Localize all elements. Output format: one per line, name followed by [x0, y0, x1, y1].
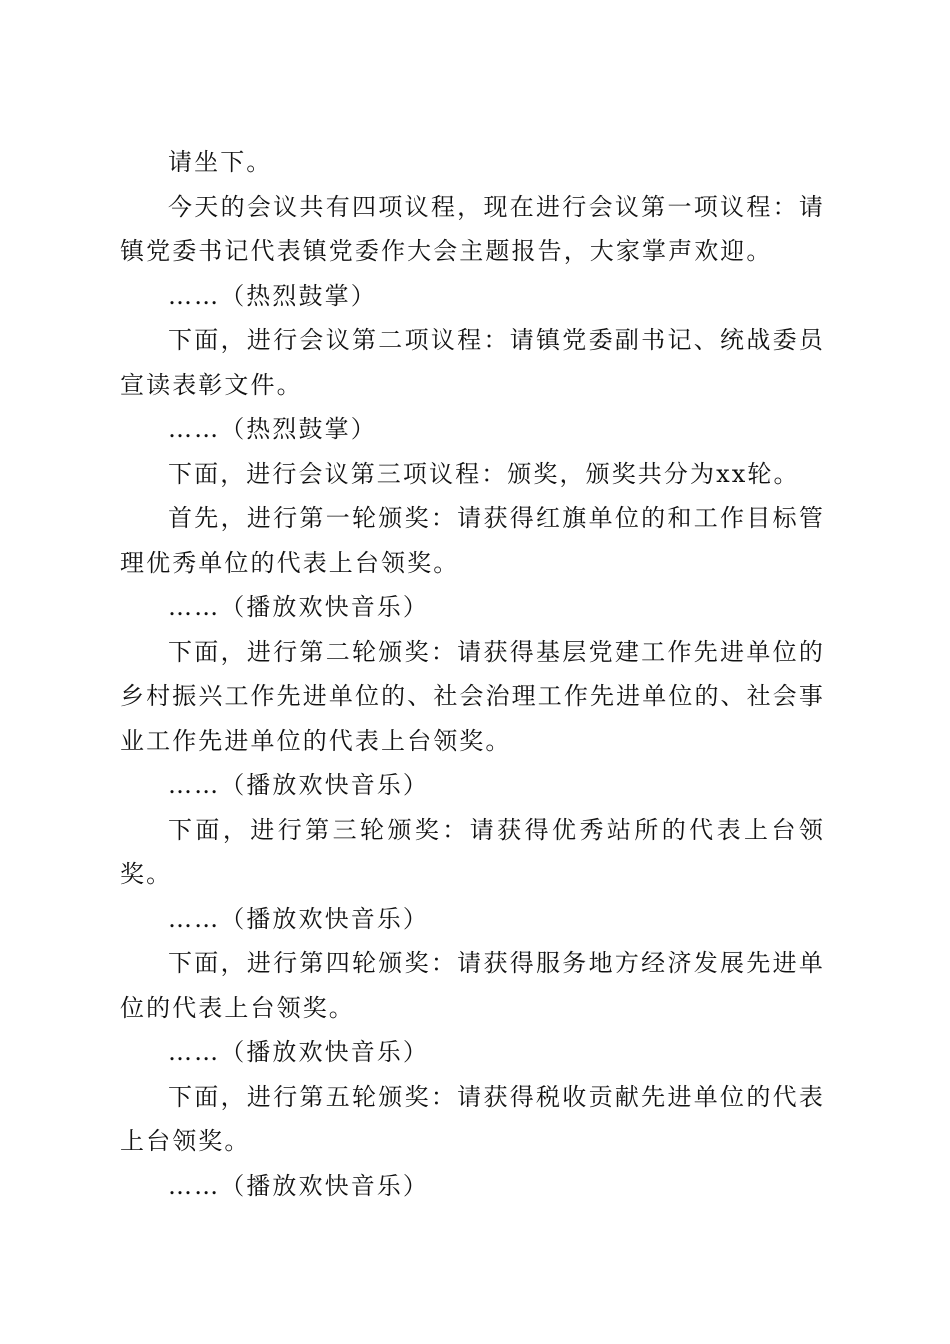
paragraph-be-seated: 请坐下。: [168, 148, 273, 176]
paragraph-agenda-item-2: 下面，进行会议第二项议程：请镇党委副书记、统战委员宣读表彰文件。: [120, 326, 825, 399]
stage-direction-applause: ……（热烈鼓掌）: [168, 281, 377, 310]
paragraph-agenda-item-3: 下面，进行会议第三项议程：颁奖，颁奖共分为xx轮。: [168, 459, 800, 488]
paragraph-award-round-3: 下面，进行第三轮颁奖：请获得优秀站所的代表上台领奖。: [120, 815, 825, 888]
stage-direction-music: ……（播放欢快音乐）: [168, 1171, 429, 1200]
document-body: [120, 140, 825, 1208]
paragraph-award-round-1: 首先，进行第一轮颁奖：请获得红旗单位的和工作目标管理优秀单位的代表上台领奖。: [120, 504, 825, 577]
stage-direction-music: ……（播放欢快音乐）: [168, 904, 429, 933]
stage-direction-applause: ……（热烈鼓掌）: [168, 415, 377, 443]
paragraph-award-round-2: 下面，进行第二轮颁奖：请获得基层党建工作先进单位的乡村振兴工作先进单位的、社会治理工作先进单位的、社会事业工作先进单位的代表上台领奖。: [120, 637, 825, 755]
stage-direction-music: ……（播放欢快音乐）: [168, 1038, 429, 1066]
paragraph-agenda-item-1: 今天的会议共有四项议程，现在进行会议第一项议程：请镇党委书记代表镇党委作大会主题报告，大家掌声欢迎。: [120, 192, 825, 265]
paragraph-award-round-5: 下面，进行第五轮颁奖：请获得税收贡献先进单位的代表上台领奖。: [120, 1082, 825, 1155]
stage-direction-music: ……（播放欢快音乐）: [168, 771, 429, 799]
paragraph-award-round-4: 下面，进行第四轮颁奖：请获得服务地方经济发展先进单位的代表上台领奖。: [120, 949, 825, 1022]
stage-direction-music: ……（播放欢快音乐）: [168, 593, 429, 621]
